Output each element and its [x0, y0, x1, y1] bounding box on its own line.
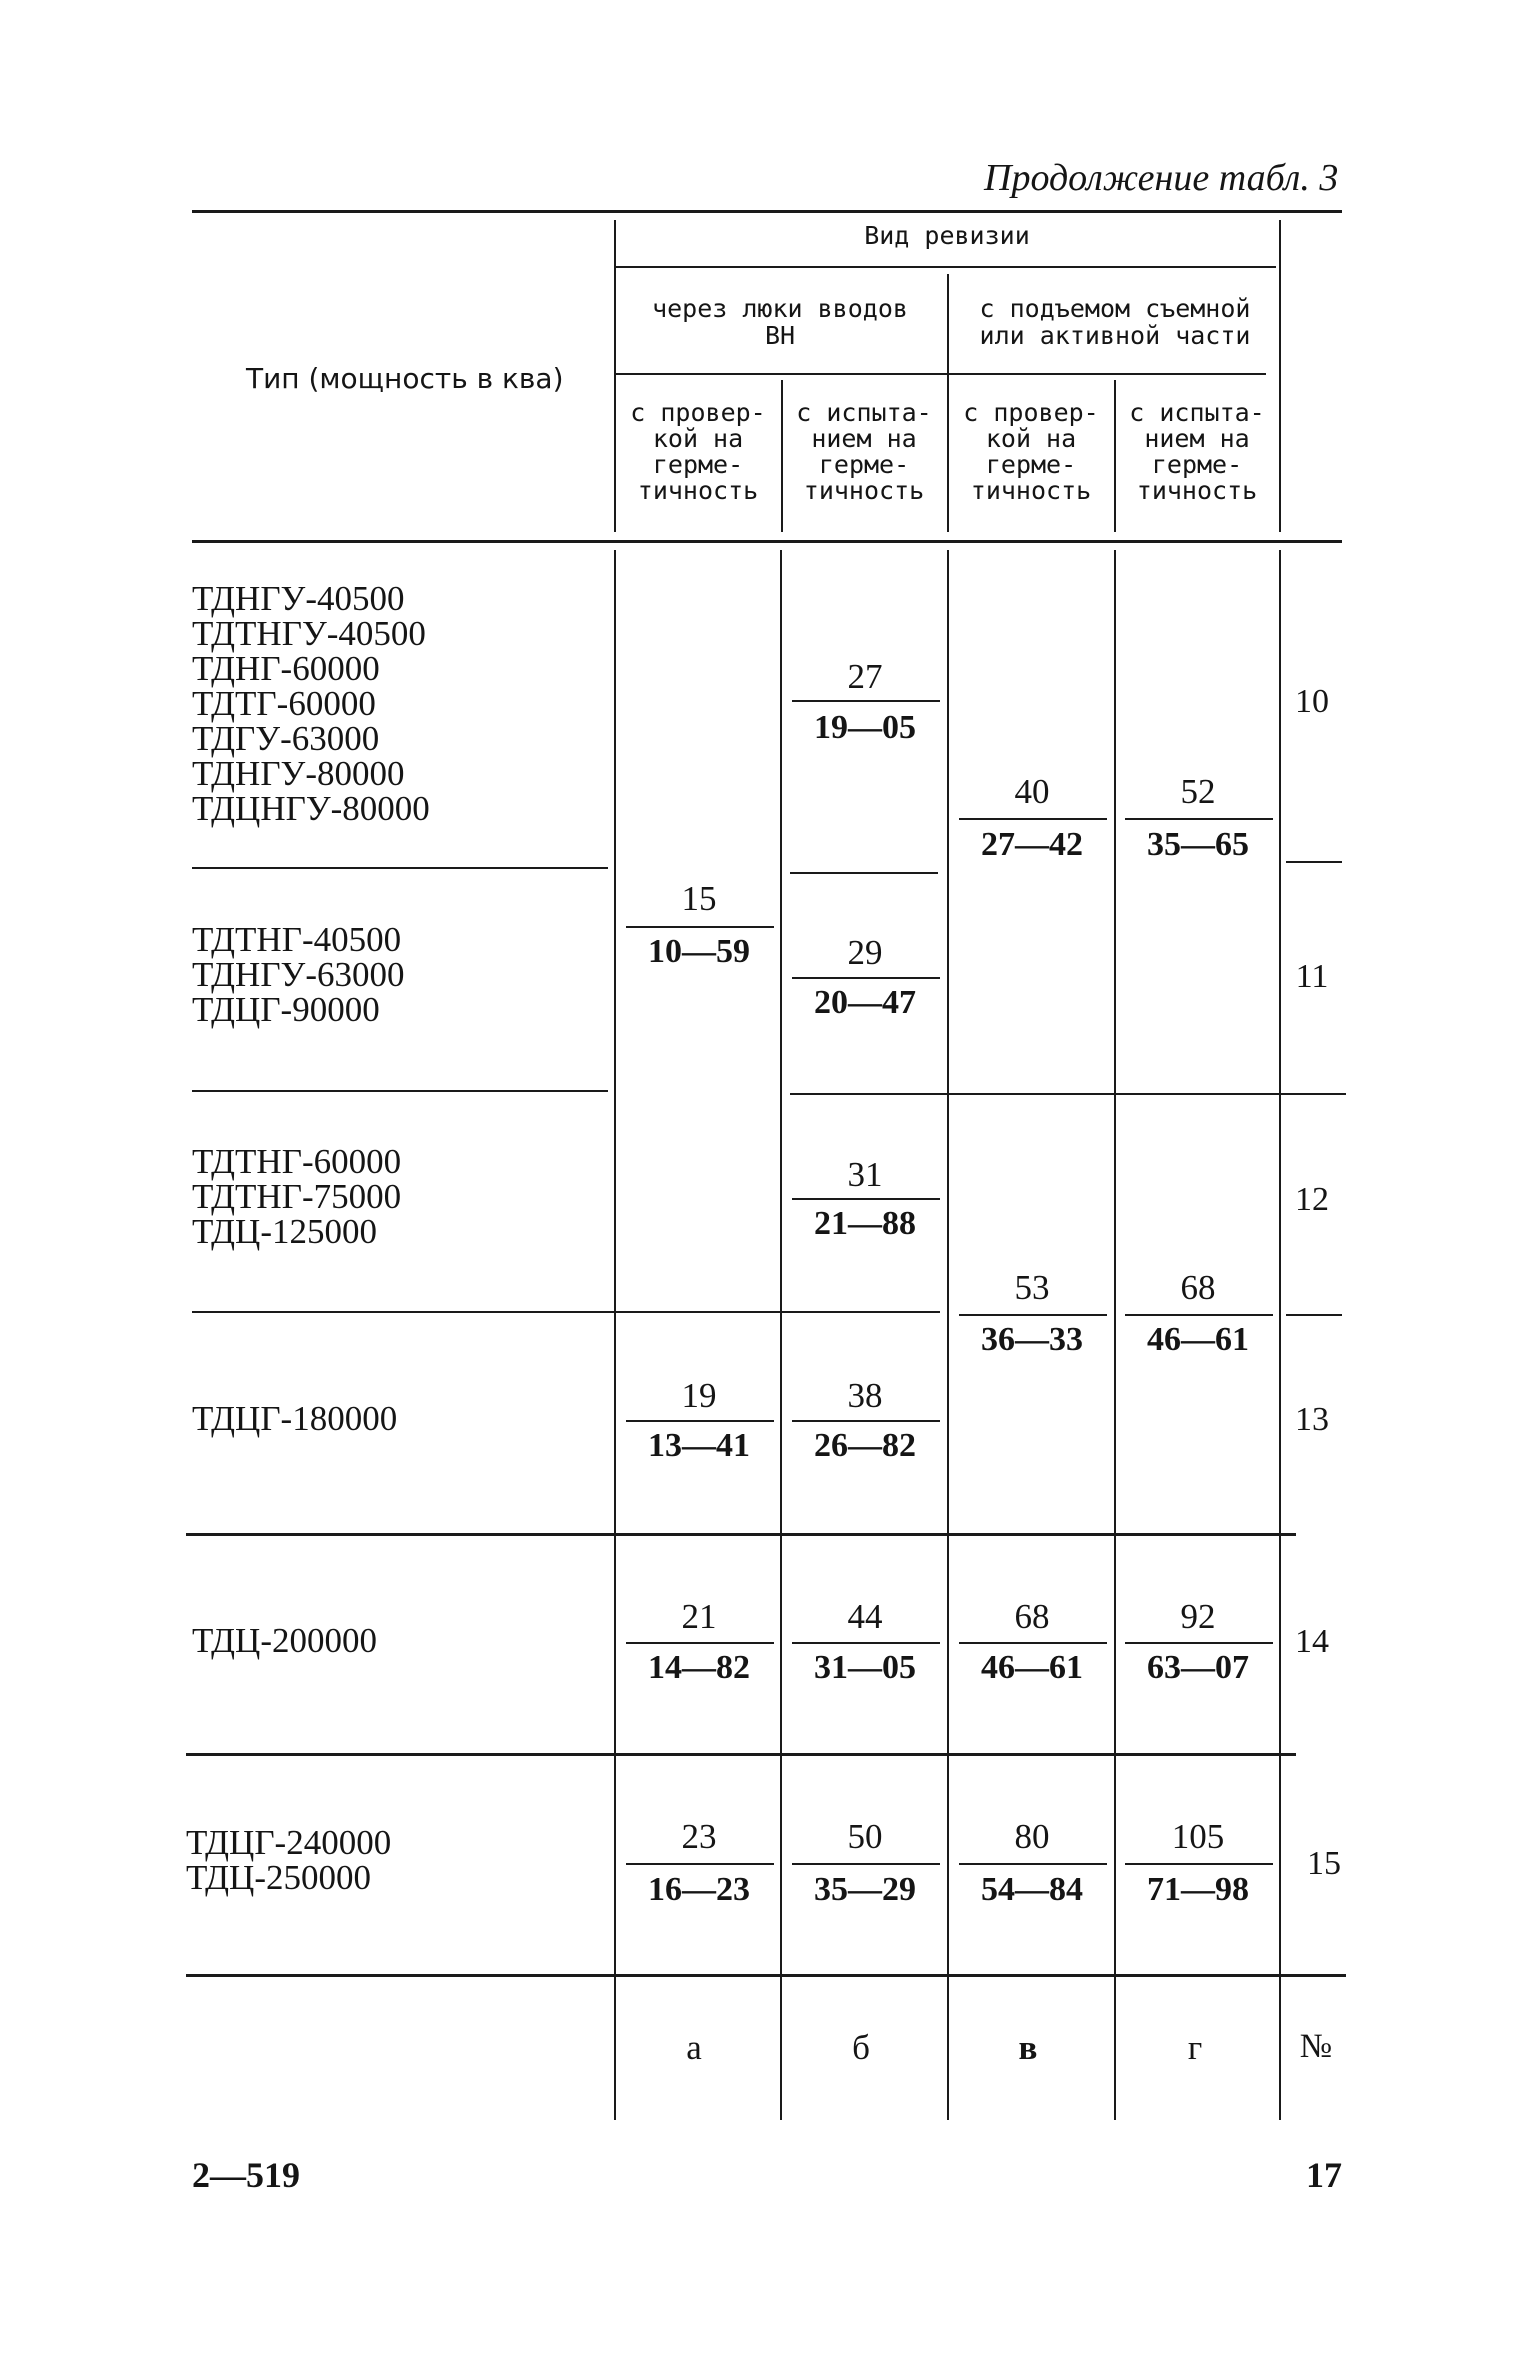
fraction-bar — [959, 818, 1107, 820]
cell-d-10-11-value: 52 — [1180, 772, 1216, 811]
body-vline-no — [1279, 550, 1281, 2120]
cell-b-14-value: 44 — [847, 1597, 883, 1636]
cell-a-13-value: 19 — [681, 1376, 717, 1415]
header-vline-sub2 — [1114, 380, 1116, 532]
fraction-bar — [1125, 818, 1273, 820]
row-number-14: 14 — [1295, 1623, 1329, 1660]
body-vline-d — [1114, 550, 1116, 2120]
column-key-c: в — [1018, 2028, 1038, 2067]
cell-a-14-value: 21 — [681, 1597, 717, 1636]
type-rule-10 — [192, 867, 608, 869]
table-caption: Продолжение табл. 3 — [984, 157, 1339, 199]
type-rule-11 — [192, 1090, 608, 1092]
cell-a-10-12-price: 10—59 — [648, 933, 750, 970]
fraction-bar — [626, 926, 774, 928]
cell-c-14-value: 68 — [1014, 1597, 1050, 1636]
cell-a-15-price: 16—23 — [648, 1871, 750, 1908]
header-type-col: Тип (мощность в ква) — [246, 362, 564, 395]
header-bottom-rule — [192, 540, 1342, 543]
no-rule-10 — [1286, 861, 1342, 863]
type-list-15: ТДЦГ-240000 ТДЦ-250000 — [186, 1823, 392, 1897]
row-number-12: 12 — [1295, 1181, 1329, 1218]
cell-d-12-13-price: 46—61 — [1147, 1321, 1249, 1358]
fraction-bar — [1125, 1863, 1273, 1865]
header-vline-group — [947, 274, 949, 532]
header-vid-revizii: Вид ревизии — [864, 221, 1030, 250]
header-group-b: с подъемом съемной или активной части — [979, 294, 1251, 350]
fraction-bar — [626, 1642, 774, 1644]
cell-b-13-price: 26—82 — [814, 1427, 916, 1464]
fraction-bar — [792, 1863, 940, 1865]
header-sub-c: с провер- кой на герме- тичность — [963, 398, 1099, 505]
cell-d-15-price: 71—98 — [1147, 1871, 1249, 1908]
cell-b-10-value: 27 — [847, 657, 883, 696]
type-list-10: ТДНГУ-40500 ТДТНГУ-40500 ТДНГ-60000 ТДТГ-60000 ТДГУ-63000 ТДНГУ-80000 ТДЦНГУ-80000 — [192, 579, 430, 828]
cell-c-12-13-value: 53 — [1014, 1268, 1050, 1307]
top-rule — [192, 210, 1342, 213]
cell-a-13-price: 13—41 — [648, 1427, 750, 1464]
header-rule-vid — [616, 266, 1276, 268]
type-list-13: ТДЦГ-180000 — [192, 1399, 398, 1438]
cell-c-12-13-price: 36—33 — [981, 1321, 1083, 1358]
cell-a-10-12-value: 15 — [681, 879, 717, 918]
page-number: 17 — [1306, 2155, 1342, 2195]
footer-signature: 2—519 — [192, 2155, 300, 2195]
header-group-a: через люки вводов ВН — [652, 294, 908, 350]
cell-b-15-price: 35—29 — [814, 1871, 916, 1908]
body-vline-b — [780, 550, 782, 2120]
header-rule-groups — [616, 373, 1266, 375]
cell-b-11-price: 20—47 — [814, 984, 916, 1021]
fraction-bar — [1125, 1642, 1273, 1644]
cell-c-15-value: 80 — [1014, 1817, 1050, 1856]
cell-d-14-value: 92 — [1180, 1597, 1216, 1636]
column-key-b: б — [852, 2028, 870, 2067]
fraction-bar — [792, 700, 940, 702]
cell-b-12-price: 21—88 — [814, 1205, 916, 1242]
cell-c-14-price: 46—61 — [981, 1649, 1083, 1686]
row-number-15: 15 — [1307, 1845, 1341, 1882]
header-sub-d: с испыта- нием на герме- тичность — [1129, 398, 1265, 505]
row-rule-14 — [186, 1533, 1296, 1536]
fraction-bar — [626, 1420, 774, 1422]
cell-b-10-price: 19—05 — [814, 709, 916, 746]
column-key-d: г — [1187, 2028, 1203, 2067]
cell-c-10-11-value: 40 — [1014, 772, 1050, 811]
b-rule-10 — [790, 872, 938, 874]
cell-b-12-value: 31 — [847, 1155, 883, 1194]
fraction-bar — [792, 1420, 940, 1422]
header-sub-b: с испыта- нием на герме- тичность — [796, 398, 932, 505]
type-list-11: ТДТНГ-40500 ТДНГУ-63000 ТДЦГ-90000 — [192, 920, 405, 1029]
fraction-bar — [959, 1863, 1107, 1865]
fraction-bar — [792, 1642, 940, 1644]
cell-d-12-13-value: 68 — [1180, 1268, 1216, 1307]
fraction-bar — [959, 1314, 1107, 1316]
cell-b-13-value: 38 — [847, 1376, 883, 1415]
type-list-12: ТДТНГ-60000 ТДТНГ-75000 ТДЦ-125000 — [192, 1142, 402, 1251]
row-rule-keys — [186, 1974, 1346, 1977]
row-number-13: 13 — [1295, 1401, 1329, 1438]
cell-a-14-price: 14—82 — [648, 1649, 750, 1686]
cell-c-15-price: 54—84 — [981, 1871, 1083, 1908]
header-sub-a: с провер- кой на герме- тичность — [630, 398, 766, 505]
cell-b-15-value: 50 — [847, 1817, 883, 1856]
fraction-bar — [792, 1198, 940, 1200]
fraction-bar — [626, 1863, 774, 1865]
no-rule-12 — [1286, 1314, 1342, 1316]
type-list-14: ТДЦ-200000 — [192, 1621, 377, 1660]
column-key-a: а — [686, 2028, 702, 2067]
row-number-10: 10 — [1295, 683, 1329, 720]
cell-d-14-price: 63—07 — [1147, 1649, 1249, 1686]
cell-a-15-value: 23 — [681, 1817, 717, 1856]
type-rule-12 — [192, 1311, 940, 1313]
header-vline-left — [614, 220, 616, 532]
cell-d-10-11-price: 35—65 — [1147, 826, 1249, 863]
header-vline-sub1 — [781, 380, 783, 532]
header-vline-right — [1279, 220, 1281, 532]
row-rule-15 — [186, 1753, 1296, 1756]
column-key-no: № — [1299, 2028, 1333, 2065]
bcd-rule-11 — [790, 1093, 1346, 1095]
body-vline-c — [947, 550, 949, 2120]
body-vline-a — [614, 550, 616, 2120]
row-number-11: 11 — [1295, 958, 1329, 995]
fraction-bar — [1125, 1314, 1273, 1316]
cell-d-15-value: 105 — [1171, 1817, 1225, 1856]
fraction-bar — [959, 1642, 1107, 1644]
cell-b-14-price: 31—05 — [814, 1649, 916, 1686]
cell-c-10-11-price: 27—42 — [981, 826, 1083, 863]
cell-b-11-value: 29 — [847, 933, 883, 972]
fraction-bar — [792, 977, 940, 979]
